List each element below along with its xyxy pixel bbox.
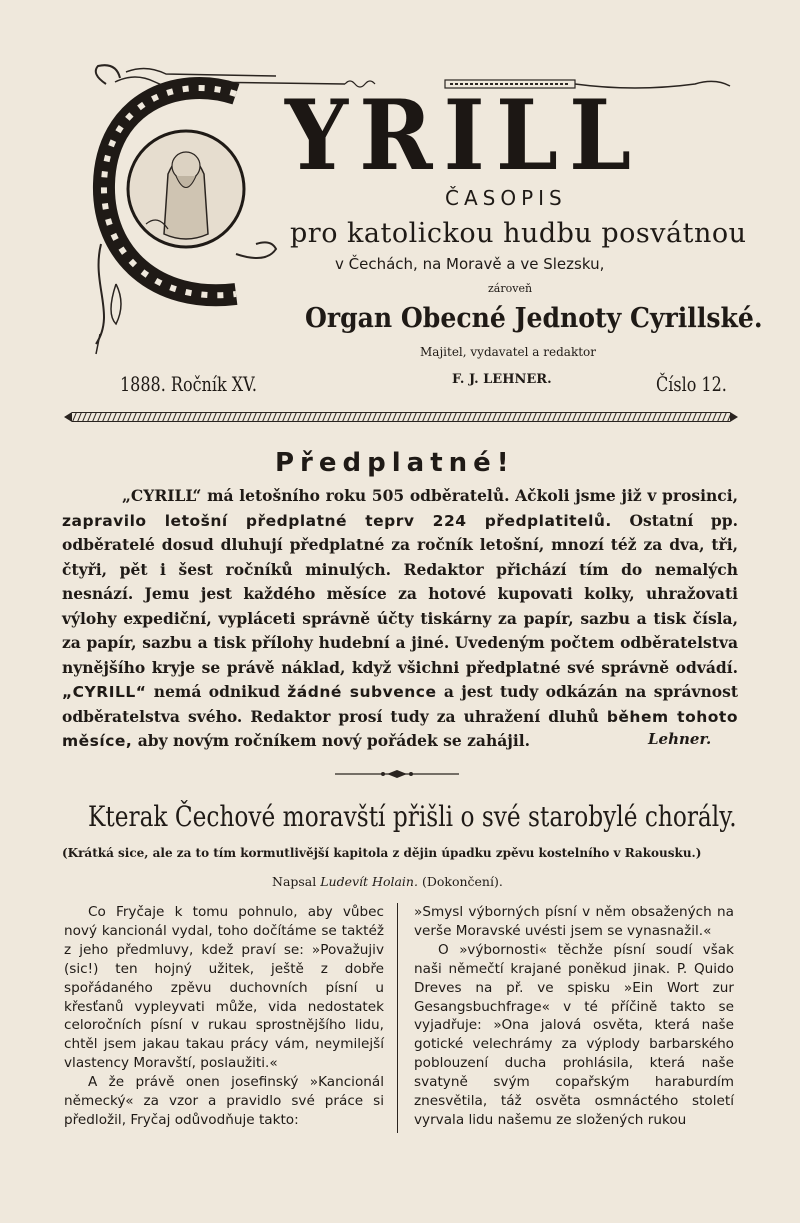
notice-text-3: nemá odnikud [146,682,288,701]
notice-emphasis-1: zapravilo letošní předplatné teprv 224 předplatitelů. [62,511,612,530]
article-paragraph: O »výbornosti« těchže písní soudí však naši němečtí krajané poněkud jinak. P. Quido Dreves na př. ve spisku »Ein Wort zur Gesangsbuchfrage« v té příčině takto se vyjadřuje: »Ona jalová osvěta, která naše gotické velechrámy za výplody barbarského poblouzení ducha prohlásila, která naše svatyně svým copařským haraburdím znesvětila, táž osvěta osmnáctého století vyrvala lidu našemu ze složených rukou [414,941,734,1128]
ornamental-initial-c-icon [86,64,286,364]
notice-text-5: aby novým ročníkem nový pořádek se zahájil. [132,731,531,750]
notice-paragraph [62,484,738,754]
masthead-casopis: ČASOPIS [445,186,567,210]
article-paragraph: Co Fryčaje k tomu pohnulo, aby vůbec nový kancionál vydal, toho dočítáme se taktéž z jeho předmluvy, kdež praví se: »Považujiv (sic!) ten hojný užitek, ještě z dobře spořádaného zpěvu duchovních písní u křesťanů vypleyvati může, vida nedostatek celoročních písní v rukau sprostnějšího lidu, chtěl jsem jakau takau prácy vám, neymilejší vlastency Moravští, poslaužiti.« [64,904,384,1072]
byline-prefix: Napsal [272,874,317,889]
masthead-zaroven: zároveň [488,282,533,295]
column-rule [397,903,398,1133]
masthead-title: YRILL [285,79,643,192]
article-column-right [414,903,734,1130]
notice-emphasis-mesice: během tohoto měsíce, [62,707,738,750]
masthead-publisher-line: Majitel, vydavatel a redaktor [420,345,596,359]
editor-name: F. J. LEHNER. [452,372,552,387]
article-column-left [64,903,384,1130]
notice-text-2: Ostatní pp. odběratelé dosud dluhují předplatné za ročník letošní, mnozí též za dva, tři, čtyři, pět i šest ročníků minulých. Redaktor přichází tím do nemalých nesnází. Jemu jest každého měsíce za hotové kupovati kolky, uhražovati výlohy expediční, vypláceti správně účty tiskárny za papír, sazbu a tisk čísla, za papír, sazbu a tisk přílohy hudební a jiné. Uvedeným počtem odběratelstva nynějšího kryje se právě náklad, když všichni předplatné své správně odvádí. [62,510,738,677]
article-title: Kterak Čechové moravští přišli o své starobylé chorály. [88,800,737,833]
article-paragraph: »Smysl výborných písní v něm obsažených na verše Moravské uvésti jsem se vynasnažil.« [414,904,734,939]
section-divider [335,768,459,780]
article-paragraph: A že právě onen josefinský »Kancionál německý« za vzor a pravidlo své práce si předložil, Fryčaj odůvodňuje takto: [64,1074,384,1128]
notice-text-4: a jest tudy odkázán na správnost odběratelstva svého. Redaktor prosí tudy za uhražení dluhů [62,682,738,726]
masthead-organ: Organ Obecné Jednoty Cyrillské. [305,303,763,334]
notice-title: Předplatné! [275,448,515,478]
hatched-rule [62,411,740,423]
article-subtitle: (Krátká sice, ale za to tím kormutlivější kapitola z dějin úpadku zpěvu kostelního v Rakousku.) [62,846,702,860]
article-byline [272,874,503,889]
notice-emphasis-cyrill: „CYRILL“ [62,683,147,701]
year-volume: 1888. Ročník XV. [120,372,257,396]
notice-signature: Lehner. [648,730,712,748]
masthead-subtitle: pro katolickou hudbu posvátnou [290,218,747,249]
notice-emphasis-subvence: žádné subvence [287,683,437,701]
notice-text-1: „CYRILL“ má letošního roku 505 odběratelů. Ačkoli jsme již v prosinci, [122,486,738,505]
byline-author: Ludevít Holain. [320,874,418,889]
issue-number: Číslo 12. [656,372,727,396]
byline-suffix: (Dokončení). [421,874,503,889]
notice-body [62,484,738,754]
masthead-regions: v Čechách, na Moravě a ve Slezsku, [335,255,605,273]
